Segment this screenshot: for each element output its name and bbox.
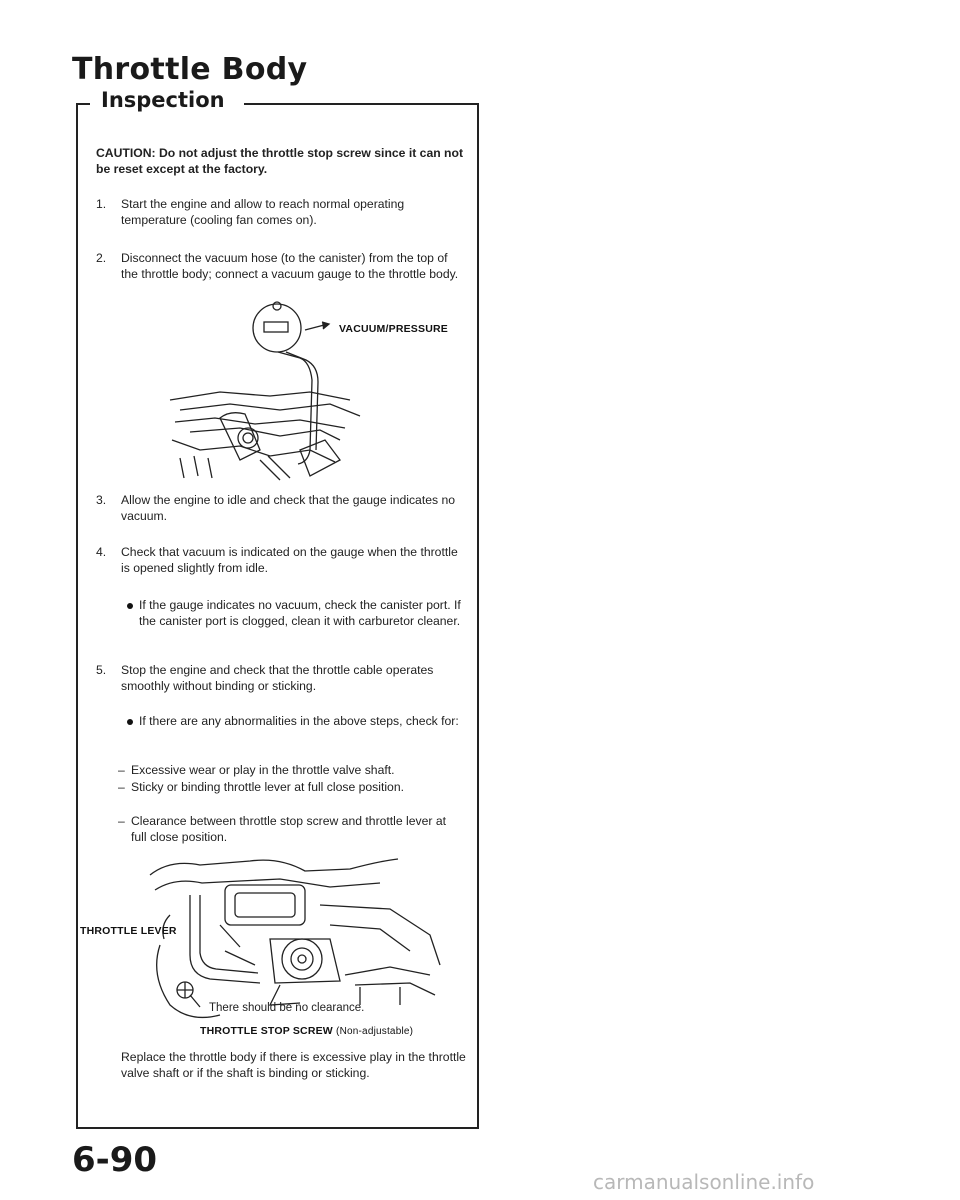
step-1 <box>96 197 466 228</box>
throttle-lever-illustration <box>130 855 460 1025</box>
step-number: 4. <box>96 545 107 559</box>
dash-text: Clearance between throttle stop screw and throttle lever at full close position. <box>131 814 447 844</box>
dash-mark: – <box>118 814 125 828</box>
page-title: Throttle Body <box>72 52 308 87</box>
page-number: 6-90 <box>72 1140 158 1180</box>
vacuum-pressure-label: VACUUM/PRESSURE <box>339 323 448 335</box>
section-title: Inspection <box>97 88 229 112</box>
box-top-border-right <box>244 103 477 105</box>
step-2 <box>96 251 466 282</box>
dash-mark: – <box>118 780 125 794</box>
step-text: Check that vacuum is indicated on the gauge when the throttle is opened slightly from idle. <box>121 545 458 575</box>
dash-text: Excessive wear or play in the throttle valve shaft. <box>131 763 395 777</box>
dash-item-3 <box>118 814 463 845</box>
throttle-stop-screw-name: THROTTLE STOP SCREW <box>200 1025 333 1037</box>
gauge-icon <box>253 304 301 352</box>
dash-text: Sticky or binding throttle lever at full close position. <box>131 780 404 794</box>
step-text: Stop the engine and check that the throttle cable operates smoothly without binding or sticking. <box>121 663 434 693</box>
step-5 <box>96 663 466 694</box>
bullet-text: If the gauge indicates no vacuum, check the canister port. If the canister port is clogged, clean it with carburetor cleaner. <box>139 598 461 628</box>
throttle-pulley-icon <box>282 939 322 979</box>
bullet-icon <box>127 603 133 609</box>
step-text: Start the engine and allow to reach normal operating temperature (cooling fan comes on). <box>121 197 405 227</box>
box-top-border-left <box>76 103 90 105</box>
step-number: 1. <box>96 197 107 211</box>
step-text: Disconnect the vacuum hose (to the canister) from the top of the throttle body; connect a vacuum gauge to the throttle body. <box>121 251 459 281</box>
closing-text: Replace the throttle body if there is excessive play in the throttle valve shaft or if the shaft is binding or sticking. <box>121 1050 466 1080</box>
caution-note: CAUTION: Do not adjust the throttle stop screw since it can not be reset except at the factory. <box>96 146 463 176</box>
throttle-stop-screw-label <box>200 1025 413 1037</box>
step-number: 3. <box>96 493 107 507</box>
step-number: 5. <box>96 663 107 677</box>
step-3 <box>96 493 466 524</box>
bullet-icon <box>127 719 133 725</box>
bullet-abnormalities <box>123 714 463 730</box>
bullet-canister-port <box>123 598 463 629</box>
throttle-lever-label: THROTTLE LEVER <box>80 925 177 937</box>
watermark: carmanualsonline.info <box>593 1170 815 1194</box>
bullet-text: If there are any abnormalities in the above steps, check for: <box>139 714 459 728</box>
non-adjustable-note: (Non-adjustable) <box>336 1026 414 1037</box>
dash-item-2 <box>118 780 463 796</box>
dash-item-1 <box>118 763 463 779</box>
step-text: Allow the engine to idle and check that the gauge indicates no vacuum. <box>121 493 456 523</box>
step-4 <box>96 545 466 576</box>
dash-mark: – <box>118 763 125 777</box>
step-number: 2. <box>96 251 107 265</box>
clearance-note: There should be no clearance. <box>209 1002 365 1014</box>
